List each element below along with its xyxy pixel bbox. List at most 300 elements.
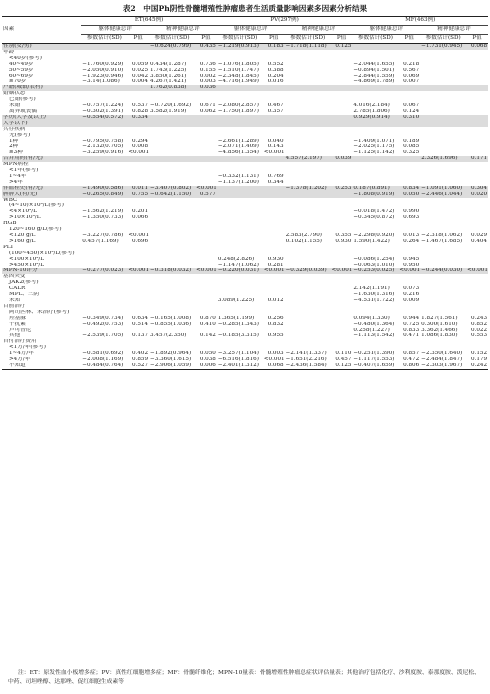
header-row-groups	[2, 17, 488, 26]
row-label: ≥3种	[9, 150, 23, 156]
p-value-cell: 0.008	[132, 144, 149, 150]
estimate-cell: −1.378(1.202)	[285, 186, 331, 192]
estimate-cell: −2.350(1.640)	[421, 351, 463, 357]
p-value-cell: 0.042	[132, 73, 149, 79]
estimate-cell: 2.785(1.806)	[353, 108, 390, 114]
p-value-cell: 0.828	[132, 108, 149, 114]
estimate-cell: 2.583(2.790)	[285, 233, 322, 238]
header-blank	[2, 35, 81, 44]
estimate-cell: 3.089(1.225)	[217, 297, 255, 303]
estimate-cell: −2.132(0.705)	[82, 144, 124, 150]
header-scale: 精神健康总评	[420, 26, 488, 35]
estimate-cell: −1.923(0.946)	[82, 73, 124, 79]
header-group-pv: PV(297例)	[217, 17, 353, 26]
row-label: 自付治疗费用	[3, 339, 37, 345]
estimate-cell: −0.086(1.254)	[353, 256, 395, 262]
p-value-cell: 0.537	[132, 103, 149, 109]
header-p: P值	[195, 35, 217, 44]
estimate-cell: −3.257(1.104)	[217, 351, 259, 357]
p-value-cell: 0.137	[132, 333, 149, 339]
p-value-cell: 0.344	[267, 179, 284, 185]
header-row-stats	[2, 35, 488, 44]
p-value-cell: 0.696	[132, 238, 149, 244]
estimate-cell: 2.326(1.696)	[420, 156, 466, 162]
row-label: 干扰素	[9, 321, 26, 327]
row-label: JAK2(参考)	[9, 280, 39, 286]
header-blank	[2, 17, 81, 26]
estimate-cell: −0.253(0.025)	[352, 268, 398, 274]
p-value-cell: 0.039	[331, 156, 353, 162]
estimate-cell: −2.401(1.312)	[217, 363, 263, 369]
estimate-cell: −1.718(1.118)	[285, 44, 331, 50]
header-estimate: 参数估计(SD)	[149, 35, 195, 44]
p-value-cell: 0.013	[403, 233, 420, 238]
estimate-cell: −0.345(0.872)	[353, 215, 395, 221]
estimate-cell: −0.757(1.224)	[82, 103, 124, 109]
header-estimate: 参数估计(SD)	[352, 35, 398, 44]
p-value-cell: 0.012	[267, 297, 284, 303]
estimate-cell: −3.14(1.086)	[82, 79, 120, 85]
estimate-cell: 1.365(1.199)	[217, 315, 255, 321]
estimate-cell: 1.743(1.225)	[150, 67, 187, 73]
p-value-cell: <0.001	[263, 268, 285, 274]
p-value-cell: 0.472	[403, 357, 420, 363]
header-p: P值	[127, 35, 149, 44]
row-label: MPN-10评分	[2, 268, 81, 274]
p-value-cell: 0.066	[132, 215, 149, 221]
estimate-cell: −2.071(1.409)	[217, 144, 259, 150]
p-value-cell: 0.725	[403, 321, 420, 327]
header-scale: 精神健康总评	[285, 26, 353, 35]
estimate-cell: −1.076(1.805)	[217, 61, 259, 67]
row-label: (4~10)×10⁹/L(参考)	[9, 203, 64, 209]
p-value-cell: 0.553	[470, 333, 487, 339]
estimate-cell: −1.808(0.919)	[352, 192, 398, 198]
row-label: 羟基脲	[9, 315, 26, 321]
estimate-cell: −1.350(0.733)	[82, 215, 124, 221]
p-value-cell: 0.357	[267, 108, 284, 114]
row-label: 离异或丧偶	[9, 108, 37, 114]
p-value-cell: 0.256	[267, 315, 284, 321]
p-value-cell: 0.402	[132, 351, 149, 357]
p-value-cell: 0.002	[199, 73, 216, 79]
estimate-cell: −0.220(0.031)	[217, 268, 263, 274]
estimate-cell: −1.651(2.216)	[285, 357, 327, 363]
row-label: 大学以下)	[2, 121, 81, 127]
estimate-cell: −1.467(1.685)	[421, 238, 463, 244]
p-value-cell: 0.242	[466, 363, 488, 369]
estimate-cell: −1.125(1.142)	[353, 150, 395, 156]
row-label: >450×10⁹/L	[9, 262, 45, 268]
estimate-cell: −1.562(1.219)	[82, 209, 124, 215]
row-label: 40~49岁	[9, 61, 34, 67]
estimate-cell: −0.285(1.343)	[217, 321, 259, 327]
row-label: 1~4万/年	[9, 351, 34, 357]
estimate-cell: −1.091(1.060)	[420, 186, 466, 192]
table-body	[2, 44, 488, 370]
estimate-cell: 1.590(1.422)	[353, 238, 390, 244]
p-value-cell: 0.870	[199, 315, 216, 321]
p-value-cell: 0.152	[470, 351, 487, 357]
p-value-cell: 0.552	[267, 61, 284, 67]
p-value-cell: 0.183	[263, 44, 285, 50]
p-value-cell: 0.016	[267, 79, 284, 85]
estimate-cell: −1.630(1.316)	[353, 292, 395, 298]
p-value-cell: 0.143	[267, 144, 284, 150]
p-value-cell: 0.806	[398, 363, 420, 369]
p-value-cell: <0.001	[196, 268, 217, 274]
header-factor: 因素	[3, 26, 15, 33]
row-label: 性别(女/男)	[2, 44, 81, 50]
row-label: 伴血栓史(有/无)	[2, 186, 81, 192]
p-value-cell: 0.038	[199, 357, 216, 363]
row-label: 不知道	[2, 363, 81, 369]
estimate-cell: 0.187(0.891)	[352, 186, 398, 192]
header-group-mf: MF(463例)	[352, 17, 488, 26]
estimate-cell: −4.869(1.789)	[353, 79, 395, 85]
estimate-cell: 2.142(1.191)	[353, 286, 390, 292]
estimate-cell: −0.318(0.032)	[149, 268, 195, 274]
p-value-cell: 0.634	[132, 315, 149, 321]
p-value-cell: 0.050	[398, 192, 420, 198]
p-value-cell: 0.179	[470, 357, 487, 363]
footnote: 注：ET：原发性血小板增多症；PV：真性红细胞增多症；MF：骨髓纤维化；MPN-10量表：骨髓增殖性肿瘤总症状评估量表；其他治疗包括化疗、沙利度胺、泰那度胺、泼尼松、中药、司坦唑醇、达那唑、促红细胞生成素等	[8, 670, 480, 685]
p-value-cell: 0.020	[466, 192, 488, 198]
p-value-cell: 0.514	[132, 321, 149, 327]
estimate-cell: −2.303(1.967)	[420, 363, 466, 369]
p-value-cell: 0.155	[199, 67, 216, 73]
row-label: <4×10⁹/L	[9, 209, 37, 215]
estimate-cell: −3.259(0.916)	[82, 150, 124, 156]
header-scale: 精神健康总评	[149, 26, 217, 35]
estimate-cell: −1.760(0.929)	[82, 61, 124, 67]
p-value-cell: 0.062	[199, 108, 216, 114]
estimate-cell: −0.492(0.753)	[82, 321, 124, 327]
row-label: 学历(大学及以上/	[2, 115, 81, 121]
estimate-cell: −4.531(1.722)	[353, 297, 395, 303]
estimate-cell: −0.165(1.008)	[150, 315, 192, 321]
p-value-cell: 0.930	[335, 238, 352, 244]
p-value-cell: 0.857	[403, 351, 420, 357]
p-value-cell: 0.834	[398, 186, 420, 192]
estimate-cell: −6.516(1.816)	[217, 357, 259, 363]
p-value-cell: 0.216	[403, 292, 420, 298]
estimate-cell: −2.844(1.559)	[353, 73, 395, 79]
row-label: ≥70岁	[9, 79, 27, 85]
row-label: <40岁(参考)	[9, 55, 42, 61]
p-value-cell: 0.435	[195, 44, 217, 50]
row-label: <1万/年(参考)	[9, 345, 46, 351]
p-value-cell: 0.011	[127, 186, 149, 192]
p-value-cell: 0.852	[470, 321, 487, 327]
estimate-cell: −1.137(1.200)	[217, 179, 259, 185]
p-value-cell: 0.945	[403, 256, 420, 262]
p-value-cell: <0.001	[263, 357, 285, 363]
row-label: HGB	[3, 221, 17, 227]
row-label: CALR	[9, 286, 26, 292]
row-label: 目前治疗	[3, 303, 26, 309]
row-label: 2种	[9, 144, 19, 150]
p-value-cell: 0.944	[403, 315, 420, 321]
estimate-cell: −0.484(0.764)	[81, 363, 127, 369]
estimate-cell: 0.102(1.155)	[285, 238, 322, 244]
estimate-cell: −2.318(1.062)	[421, 233, 463, 238]
p-value-cell: 0.325	[403, 150, 420, 156]
estimate-cell: −0.855(1.036)	[150, 321, 192, 327]
p-value-cell: 0.204	[267, 73, 284, 79]
estimate-cell: −2.661(1.289)	[217, 138, 259, 144]
p-value-cell: 0.125	[331, 44, 353, 50]
row-label: 户籍(城镇/农村)	[2, 85, 81, 91]
estimate-cell: −1.113(1.542)	[353, 333, 395, 339]
p-value-cell: 0.009	[403, 297, 420, 303]
p-value-cell: 0.310	[398, 115, 420, 121]
estimate-cell: −1.490(0.586)	[81, 186, 127, 192]
regression-table	[2, 16, 488, 370]
row-label: 年龄	[3, 49, 15, 55]
p-value-cell: 0.069	[403, 73, 420, 79]
p-value-cell: 0.029	[470, 233, 487, 238]
estimate-cell: −0.265(0.849)	[81, 192, 127, 198]
estimate-cell: 3.457(2.350)	[150, 333, 187, 339]
row-label: MPL、三阴	[9, 292, 39, 298]
header-estimate: 参数估计(SD)	[217, 35, 263, 44]
table-title: 表2 中国Ph阴性骨髓增殖性肿瘤患者生活质量影响因素多因素分析结果	[122, 4, 368, 13]
estimate-cell: −3.227(0.786)	[82, 233, 124, 238]
row-label: 1~4年	[9, 173, 27, 179]
p-value-cell: 0.832	[267, 321, 284, 327]
estimate-cell: −3.360(1.615)	[150, 357, 192, 363]
row-label: 60~69岁	[9, 73, 34, 79]
header-group-et: ET(645例)	[81, 17, 217, 26]
estimate-cell: −0.480(1.364)	[353, 321, 395, 327]
p-value-cell: 0.930	[267, 256, 284, 262]
p-value-cell: 0.955	[267, 333, 284, 339]
row-label: >10×10⁹/L	[9, 215, 41, 221]
row-label: MPN病程	[3, 162, 29, 168]
estimate-cell: −1.750(1.897)	[217, 108, 259, 114]
estimate-cell: 0.434(1.287)	[150, 61, 187, 67]
estimate-cell: −0.329(0.039)	[285, 268, 331, 274]
p-value-cell: 0.281	[267, 262, 284, 268]
estimate-cell: 4.267(1.421)	[150, 79, 187, 85]
p-value-cell: 0.404	[470, 238, 487, 244]
estimate-cell: 3.850(1.261)	[150, 73, 187, 79]
p-value-cell: <0.001	[196, 185, 217, 191]
p-value-cell: 0.068	[466, 44, 488, 50]
header-estimate: 参数估计(SD)	[81, 35, 127, 44]
estimate-cell: −2.484(1.847)	[421, 357, 463, 363]
row-label: 其他	[9, 333, 21, 339]
header-p: P值	[398, 35, 420, 44]
row-label: 已婚(参考)	[9, 97, 36, 103]
estimate-cell: −2.298(0.920)	[353, 233, 395, 238]
row-label: WBC	[3, 197, 18, 203]
p-value-cell: 0.467	[267, 103, 284, 109]
estimate-cell: −2.080(2.857)	[217, 103, 259, 109]
row-label: >160 g/L	[9, 238, 36, 244]
p-value-cell: 0.003	[199, 79, 216, 85]
estimate-cell: −2.348(1.845)	[217, 73, 259, 79]
estimate-cell: −0.581(0.692)	[82, 351, 124, 357]
p-value-cell: 0.040	[267, 138, 284, 144]
header-scale: 躯体健康总评	[217, 26, 285, 35]
row-label: 芦可替尼	[9, 327, 32, 333]
estimate-cell: −2.050(0.910)	[82, 67, 124, 73]
p-value-cell: 0.833	[403, 327, 420, 333]
p-value-cell: 0.243	[470, 315, 487, 321]
row-label: 120~160 g/L(参考)	[9, 227, 62, 233]
row-label: 基因突变	[3, 274, 26, 280]
estimate-cell: −1.510(1.747)	[217, 67, 259, 73]
row-label: 50~59岁	[9, 67, 34, 73]
estimate-cell: 1.827(1.561)	[421, 315, 458, 321]
row-label: PLT	[3, 244, 14, 250]
p-value-cell: 0.073	[403, 286, 420, 292]
estimate-cell: −1.219(0.913)	[217, 44, 263, 50]
estimate-cell: −0.795(0.758)	[82, 138, 124, 144]
p-value-cell: 0.067	[403, 103, 420, 109]
p-value-cell: 0.218	[403, 61, 420, 67]
estimate-cell: −1.117(1.553)	[353, 357, 395, 363]
p-value-cell: 0.755	[127, 192, 149, 198]
estimate-cell: −2.906(1.059)	[149, 363, 195, 369]
p-value-cell: 0.189	[403, 138, 420, 144]
estimate-cell: −0.018(1.472)	[353, 209, 395, 215]
estimate-cell: −0.251(1.390)	[353, 351, 395, 357]
estimate-cell: −0.894(1.501)	[353, 67, 395, 73]
estimate-cell: −2.008(1.169)	[82, 357, 124, 363]
p-value-cell: 0.025	[132, 67, 149, 73]
row-label: 脾肿大(有/无)	[2, 192, 81, 198]
estimate-cell: −4.856(1.354)	[217, 150, 259, 156]
estimate-cell: −0.063(1.010)	[353, 262, 395, 268]
p-value-cell: 0.264	[403, 238, 420, 244]
estimate-cell: −0.554(0.572)	[81, 115, 127, 121]
p-value-cell: 0.201	[132, 209, 149, 215]
estimate-cell: −0.185(3.315)	[217, 333, 259, 339]
estimate-cell: −1.409(1.071)	[353, 138, 395, 144]
p-value-cell: 0.567	[403, 67, 420, 73]
header-p: P值	[466, 35, 488, 44]
estimate-cell: 4.016(2.184)	[353, 103, 390, 109]
row-label: <100×10⁹/L	[9, 256, 45, 262]
estimate-cell: −2.539(1.705)	[82, 333, 124, 339]
estimate-cell: −2.436(1.584)	[285, 363, 331, 369]
p-value-cell: 0.859	[132, 357, 149, 363]
row-label: 未知	[9, 297, 21, 303]
p-value-cell: 0.022	[470, 327, 487, 333]
estimate-cell: 3.362(1.466)	[421, 327, 458, 333]
estimate-cell: −0.332(1.131)	[217, 173, 259, 179]
p-value-cell: 0.410	[199, 321, 216, 327]
estimate-cell: −0.349(0.734)	[82, 315, 124, 321]
estimate-cell: −0.277(0.023)	[81, 268, 127, 274]
row-label: >4万/年	[9, 357, 31, 363]
estimate-cell: 0.094(1.330)	[353, 315, 390, 321]
estimate-cell: −1.892(0.964)	[150, 351, 192, 357]
p-value-cell: 0.736	[199, 61, 216, 67]
estimate-cell: −1.731(0.945)	[420, 44, 466, 50]
estimate-cell: 0.457(1.169)	[82, 238, 119, 244]
estimate-cell: −0.244(0.030)	[420, 268, 466, 274]
p-value-cell: <0.001	[467, 268, 488, 274]
p-value-cell: 0.142	[199, 333, 216, 339]
p-value-cell: <0.001	[263, 150, 285, 156]
p-value-cell: 0.671	[199, 103, 216, 109]
row-label: 阿司匹林、未治疗(参考)	[9, 309, 70, 315]
row-label: 未婚	[9, 103, 21, 109]
header-scale: 躯体健康总评	[352, 26, 420, 35]
p-value-cell: 0.334	[127, 115, 149, 121]
p-value-cell: <0.001	[128, 150, 150, 156]
estimate-cell: 4.557(2.197)	[285, 156, 331, 162]
row-label: (100~450)×10⁹/L(参考)	[9, 250, 75, 256]
p-value-cell: 0.125	[331, 363, 353, 369]
p-value-cell: 0.007	[403, 79, 420, 85]
p-value-cell: 0.004	[132, 79, 149, 85]
p-value-cell: 0.990	[403, 209, 420, 215]
estimate-cell: −2.141(1.337)	[285, 351, 327, 357]
estimate-cell: 0.258(1.227)	[353, 327, 390, 333]
p-value-cell: 0.950	[403, 262, 420, 268]
row-label: 1种	[9, 138, 19, 144]
p-value-cell: 0.294	[132, 138, 149, 144]
row-label: 合并用药(有/无)	[2, 156, 81, 162]
p-value-cell: 0.110	[335, 351, 352, 357]
estimate-cell: 1.762(0.838)	[149, 85, 195, 91]
estimate-cell: −0.407(1.659)	[352, 363, 398, 369]
p-value-cell: 0.577	[195, 192, 217, 198]
estimate-cell: 1.086(1.830)	[421, 333, 458, 339]
p-value-cell: 0.471	[403, 333, 420, 339]
p-value-cell: 0.068	[263, 363, 285, 369]
header-p: P值	[263, 35, 285, 44]
header-scale: 躯体健康总评	[81, 26, 149, 35]
row-label: 婚姻状态	[3, 91, 26, 97]
p-value-cell: 0.693	[403, 215, 420, 221]
estimate-cell: −4.716(1.949)	[217, 79, 259, 85]
p-value-cell: <0.001	[331, 268, 353, 274]
estimate-cell: −3.407(0.802)	[149, 186, 195, 192]
p-value-cell: 0.304	[466, 186, 488, 192]
estimate-cell: −0.720(1.692)	[150, 103, 192, 109]
p-value-cell: 0.171	[466, 156, 488, 162]
estimate-cell: −2.446(1.044)	[420, 192, 466, 198]
p-value-cell: <0.001	[128, 268, 150, 274]
estimate-cell: −0.624(0.799)	[149, 44, 195, 50]
p-value-cell: 0.253	[331, 186, 353, 192]
row-label: <1年(参考)	[9, 168, 39, 174]
p-value-cell: 0.059	[132, 61, 149, 67]
p-value-cell: 0.769	[267, 173, 284, 179]
p-value-cell: 0.355	[335, 233, 352, 238]
header-row-scales	[2, 26, 488, 35]
row-label: >4年	[9, 179, 23, 185]
estimate-cell: −0.642(1.150)	[149, 192, 195, 198]
p-value-cell: 0.036	[195, 85, 217, 91]
estimate-cell: −0.302(1.391)	[82, 108, 124, 114]
row-label: <120 g/L	[9, 233, 36, 238]
p-value-cell: 0.006	[195, 363, 217, 369]
estimate-cell: 3.582(1.919)	[150, 108, 187, 114]
p-value-cell: 0.085	[403, 144, 420, 150]
p-value-cell: 0.003	[267, 351, 284, 357]
p-value-cell: 0.124	[403, 108, 420, 114]
p-value-cell: <0.001	[399, 268, 421, 274]
p-value-cell: 0.527	[127, 363, 149, 369]
row-label: 共存疾病	[3, 126, 26, 132]
